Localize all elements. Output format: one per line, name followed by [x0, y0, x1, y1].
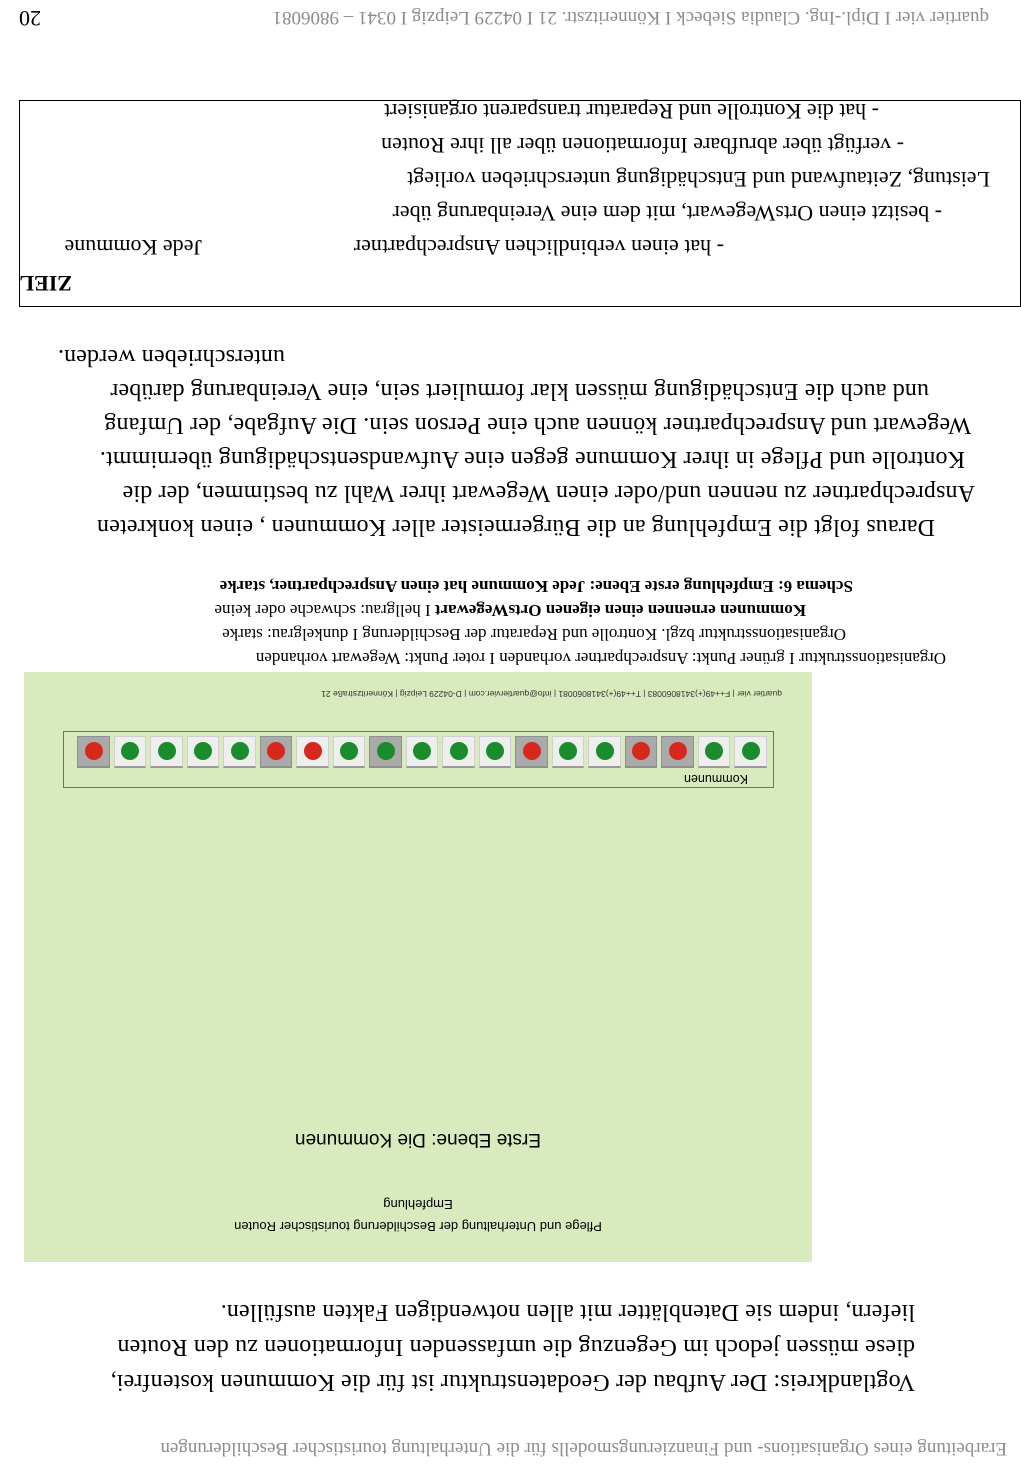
goal-bullet: - besitzt einen OrtsWegewart, mit dem eine Vereinbarung über: [392, 201, 942, 226]
paragraph-line: Vogtlandkreis: Der Aufbau der Geodatenstruktur ist für die Kommunen kostenfrei,: [110, 1369, 915, 1395]
municipality-square: [625, 736, 658, 768]
running-title: Erarbeitung eines Organisations- und Finanzierungsmodells für die Unterhaltung touristischer Beschilderungen: [160, 1438, 1007, 1459]
paragraph-line: Wegewart und Ansprechpartner können auch eine Person sein. Die Aufgabe, der Umfang: [104, 412, 971, 438]
caption-bold-line: [220, 576, 853, 596]
green-dot-icon: [121, 743, 139, 761]
diagram-footer: quartier vier | F++49(+)3418060083 | T++49(+)3418060081 | info@quartiervier.com | D-04229 Leipzig | Könneritzstraße 21: [321, 689, 782, 699]
goal-bullet: Leistung, Zeitaufwand und Entschädigung unterschrieben vorliegt: [407, 167, 990, 192]
municipality-square: [151, 736, 184, 768]
caption-line: [214, 600, 806, 620]
red-dot-icon: [304, 743, 322, 761]
green-dot-icon: [596, 743, 614, 761]
green-dot-icon: [559, 743, 577, 761]
diagram-subtitle: Pflege und Unterhaltung der Beschilderung touristischer Routen: [234, 1219, 602, 1234]
goal-bullet: - hat die Kontrolle und Reparatur transparent organisiert: [383, 99, 879, 124]
green-dot-icon: [705, 743, 723, 761]
diagram-subtitle-recommendation: Empfehlung: [383, 1197, 453, 1212]
goal-subject: Jede Kommune: [64, 235, 202, 260]
municipalities-label: Kommunen: [684, 772, 748, 786]
green-dot-icon: [231, 743, 249, 761]
municipality-square: [698, 736, 731, 768]
municipality-square: [78, 736, 111, 768]
municipality-square: [260, 736, 293, 768]
green-dot-icon: [742, 743, 760, 761]
municipality-square: [735, 736, 768, 768]
green-dot-icon: [377, 743, 395, 761]
municipality-square: [333, 736, 366, 768]
paragraph-line: unterschrieben werden.: [57, 344, 285, 370]
municipality-square: [443, 736, 476, 768]
page-number: 20: [19, 6, 41, 31]
green-dot-icon: [158, 743, 176, 761]
caption-bold: Kommunen ernennen einen eigenen OrtsWegewart: [434, 601, 806, 620]
page-header: quartier vier I Dipl.-Ing. Claudia Siebeck I Könneritzstr. 21 I 04229 Leipzig I 0341 – 9806081: [272, 7, 989, 28]
green-dot-icon: [340, 743, 358, 761]
municipality-square: [552, 736, 585, 768]
green-dot-icon: [450, 743, 468, 761]
paragraph-line: Ansprechpartner zu nennen und/oder einen Wegewart ihrer Wahl zu bestimmen, der die: [122, 480, 975, 506]
schema-diagram: [24, 672, 812, 1262]
municipality-square: [187, 736, 220, 768]
caption-line: Organisationsstruktur I grüner Punkt: Ansprechpartner vorhanden I roter Punkt: Wegewart vorhanden: [255, 649, 946, 668]
goal-bullet: - verfügt über abrufbare Informationen über all ihre Routen: [381, 133, 904, 158]
municipalities-box: [63, 731, 774, 788]
red-dot-icon: [632, 743, 650, 761]
municipality-square: [370, 736, 403, 768]
municipality-square: [297, 736, 330, 768]
caption-bold: Schema 6: Empfehlung erste Ebene: Jede Kommune hat einen Ansprechpartner, starke: [219, 577, 853, 596]
municipality-square: [224, 736, 257, 768]
paragraph-line: liefern, indem sie Datenblätter mit allen notwendigen Fakten ausfüllen.: [220, 1299, 915, 1325]
municipality-square: [589, 736, 622, 768]
green-dot-icon: [413, 743, 431, 761]
paragraph-line: diese müssen jedoch im Gegenzug die umfassenden Informationen zu den Routen: [117, 1334, 915, 1360]
paragraph-line: und auch die Entschädigung müssen klar formuliert sein, eine Vereinbarung darüber: [110, 378, 929, 404]
green-dot-icon: [486, 743, 504, 761]
red-dot-icon: [267, 743, 285, 761]
paragraph-line: Daraus folgt die Empfehlung an die Bürgermeister aller Kommunen , einen konkreten: [96, 514, 935, 540]
diagram-title: Erste Ebene: Die Kommunen: [294, 1129, 542, 1150]
municipality-row: [78, 736, 768, 768]
green-dot-icon: [194, 743, 212, 761]
municipality-square: [479, 736, 512, 768]
red-dot-icon: [669, 743, 687, 761]
caption-rest: I hellgrau: schwache oder keine: [214, 601, 435, 620]
municipality-square: [406, 736, 439, 768]
goal-bullet: - hat einen verbindlichen Ansprechpartner: [353, 235, 724, 260]
goal-heading: ZIEL: [19, 271, 72, 296]
caption-line: Organisationsstruktur bzgl. Kontrolle und Reparatur der Beschilderung I dunkelgrau: starke: [222, 625, 846, 644]
municipality-square: [114, 736, 147, 768]
goal-box: [19, 100, 1021, 307]
red-dot-icon: [85, 743, 103, 761]
municipality-square: [516, 736, 549, 768]
red-dot-icon: [523, 743, 541, 761]
paragraph-line: Kontrolle und Pflege in ihrer Kommune gegen eine Aufwandsentschädigung übernimmt.: [99, 446, 965, 472]
municipality-square: [662, 736, 695, 768]
